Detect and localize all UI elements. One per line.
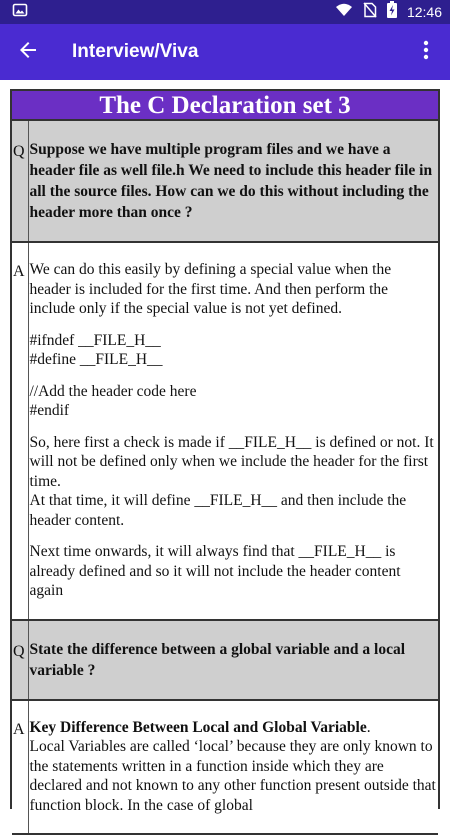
code-line: #endif (29, 402, 70, 419)
answer-paragraph (30, 433, 437, 531)
question-tag: Q (12, 620, 28, 700)
question-row (12, 121, 438, 242)
no-sim-icon (363, 2, 377, 23)
answer-paragraph: We can do this easily by defining a special value when the header is included for the first time. And then perform the include only if the special value is not yet defined. (29, 261, 392, 317)
answer-row (12, 700, 438, 835)
code-block (30, 382, 437, 421)
overflow-menu-button[interactable] (402, 24, 450, 80)
answer-tag: A (12, 242, 28, 620)
question-tag: Q (12, 121, 28, 242)
battery-charging-icon (387, 1, 397, 23)
code-line: //Add the header code here (29, 382, 197, 400)
answer-row (12, 242, 438, 620)
status-bar (0, 0, 450, 24)
app-title: Interview/Viva (72, 41, 199, 62)
back-button[interactable] (0, 24, 56, 80)
image-icon (12, 2, 28, 23)
answer-text (28, 242, 438, 620)
app-bar (0, 24, 450, 80)
qa-table (12, 121, 438, 835)
answer-paragraph (30, 718, 437, 816)
qa-content[interactable] (10, 89, 440, 814)
answer-sentence: So, here first a check is made if __FILE_H__ is defined or not. It will not be defined only when we include the header for the first time. (29, 433, 434, 490)
answer-sentence: At that time, it will define __FILE_H__ and then include the header content. (29, 492, 407, 529)
status-time: 12:46 (406, 4, 442, 20)
answer-heading: Key Difference Between Local and Global Variable (29, 718, 367, 736)
answer-text (28, 700, 438, 835)
arrow-back-icon (18, 40, 38, 65)
question-text: State the difference between a global variable and a local variable ? (28, 620, 438, 700)
code-block (30, 331, 437, 370)
status-left (12, 2, 28, 23)
more-vert-icon (423, 40, 429, 65)
answer-heading-end: . (366, 718, 371, 736)
question-text: Suppose we have multiple program files and we have a header file as well file.h We need to include this header file in all the source files. How can we do this without including the header more than once ? (28, 121, 438, 242)
wifi-icon (335, 2, 353, 23)
code-line: #define __FILE_H__ (29, 351, 163, 368)
question-row (12, 620, 438, 700)
answer-paragraph: Next time onwards, it will always find that __FILE_H__ is already defined and so it will not include the header content again (29, 543, 401, 599)
code-line: #ifndef __FILE_H__ (29, 331, 161, 349)
answer-sentence: Local Variables are called ‘local’ because they are only known to the statements written in a function inside which they are declared and not known to any other function present outside that function block. In the case of global (29, 738, 436, 814)
answer-tag: A (12, 700, 28, 835)
status-right (335, 1, 442, 23)
set-title: The C Declaration set 3 (12, 91, 438, 121)
